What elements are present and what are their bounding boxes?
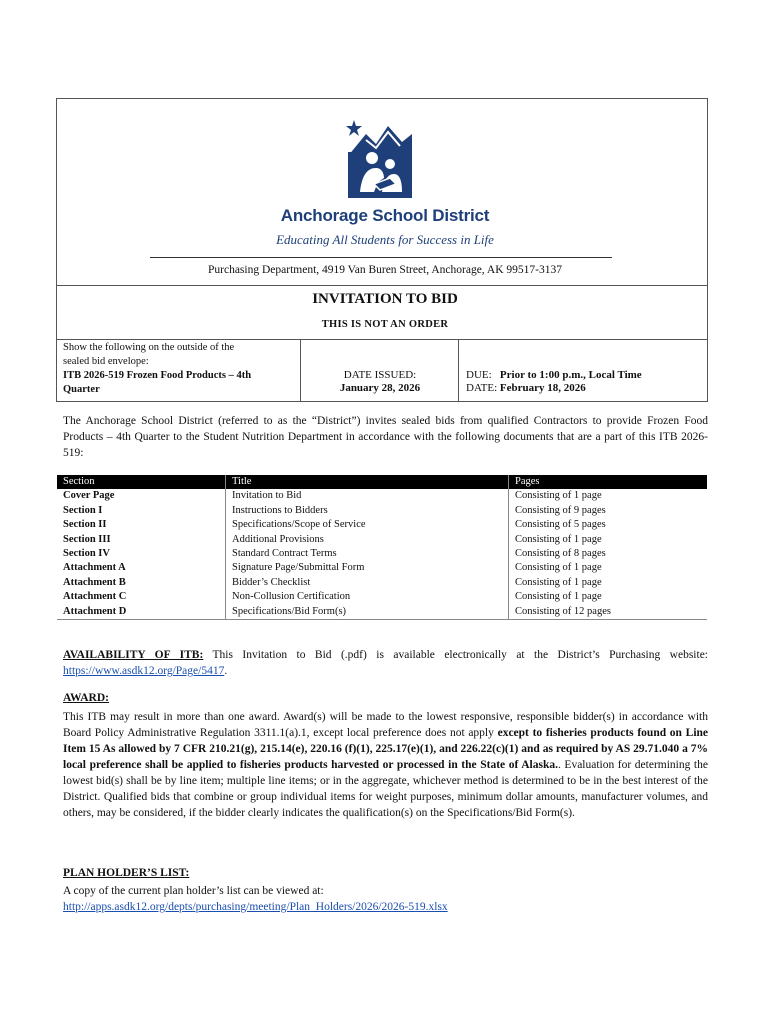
plan-holders-paragraph	[63, 883, 708, 915]
section-cell: Section III	[57, 533, 226, 547]
title-cell: Standard Contract Terms	[226, 547, 509, 561]
section-cell: Section IV	[57, 547, 226, 561]
award-heading: AWARD:	[63, 692, 109, 704]
divider	[57, 285, 707, 286]
column-header: Title	[226, 475, 509, 489]
due-time: Prior to 1:00 p.m., Local Time	[499, 369, 642, 381]
plan-holders-text: A copy of the current plan holder’s list can be viewed at:	[63, 885, 324, 897]
pages-cell: Consisting of 8 pages	[515, 548, 606, 560]
title-cell: Specifications/Scope of Service	[226, 518, 509, 532]
date-issued-label: DATE ISSUED:	[343, 369, 417, 381]
district-logo-icon	[344, 112, 416, 200]
due-date-label: DATE:	[466, 382, 498, 394]
plan-holders-heading: PLAN HOLDER’S LIST:	[63, 867, 190, 879]
pages-cell: Consisting of 12 pages	[515, 605, 611, 617]
plan-holders-link[interactable]: http://apps.asdk12.org/depts/purchasing/meeting/Plan_Holders/2026/2026-519.xlsx	[63, 901, 448, 913]
purchasing-website-link[interactable]: https://www.asdk12.org/Page/5417	[63, 665, 225, 677]
pages-cell: Consisting of 1 page	[515, 576, 602, 588]
column-header: Pages	[509, 475, 708, 489]
not-an-order-notice: THIS IS NOT AN ORDER	[321, 319, 449, 330]
table-row	[57, 504, 707, 518]
section-cell: Attachment C	[57, 590, 226, 604]
due-info	[466, 369, 706, 395]
title-cell: Instructions to Bidders	[226, 504, 509, 518]
availability-end: .	[224, 665, 228, 677]
envelope-instructions	[63, 341, 299, 397]
section-cell: Attachment D	[57, 605, 226, 620]
pages-cell: Consisting of 1 page	[515, 490, 602, 502]
award-paragraph	[63, 709, 708, 821]
pages-cell: Consisting of 5 pages	[515, 519, 606, 531]
divider	[57, 339, 707, 340]
itb-number: ITB 2026-519 Frozen Food Products – 4th	[63, 370, 252, 381]
title-cell: Bidder’s Checklist	[226, 576, 509, 590]
title-cell: Invitation to Bid	[226, 489, 509, 503]
availability-paragraph	[63, 647, 708, 679]
org-name: Anchorage School District	[280, 206, 490, 225]
section-cell: Attachment B	[57, 576, 226, 590]
availability-heading: AVAILABILITY OF ITB:	[63, 649, 204, 661]
table-row	[57, 561, 707, 575]
local-preference-clause: except to fisheries products found on Line Item 15 As allowed by 7 CFR 210.21(g), 215.14(e), 220.16 (f)(1), 225.17(e)(1), and 226.22(c)(1) and as required by AS 29.71.040 a 7% local preference shall be applied to fisheries products harvested or processed in the State of Alaska.	[63, 727, 709, 771]
availability-text: This Invitation to Bid (.pdf) is available electronically at the District’s Purchasing website:	[212, 649, 708, 661]
table-row	[57, 576, 707, 590]
award-text: This ITB may result in more than one award. Award(s) will be made to the lowest responsive, responsible bidder(s) in accordance with Board Policy Administrative Regulation 3311.1(a).1, except local preference does not apply	[63, 711, 708, 739]
section-cell: Attachment A	[57, 561, 226, 575]
title-cell: Additional Provisions	[226, 533, 509, 547]
table-row	[57, 590, 707, 604]
date-issued	[306, 369, 454, 395]
due-label: DUE:	[466, 369, 492, 381]
pages-cell: Consisting of 1 page	[515, 591, 602, 603]
section-cell: Cover Page	[57, 489, 226, 503]
due-date: February 18, 2026	[499, 382, 586, 394]
section-cell: Section I	[57, 504, 226, 518]
intro-paragraph: The Anchorage School District (referred to as the “District”) invites sealed bids from qualified Contractors to provide Frozen Food Products – 4th Quarter to the Student Nutrition Department in accordance with the following documents that are a part of this ITB 2026-519:	[63, 415, 708, 459]
section-cell: Section II	[57, 518, 226, 532]
department-address: Purchasing Department, 4919 Van Buren Street, Anchorage, AK 99517-3137	[208, 264, 562, 276]
divider	[150, 257, 612, 258]
table-row	[57, 489, 707, 503]
table-row	[57, 533, 707, 547]
divider	[458, 339, 459, 401]
award-text-cont: . Evaluation for determining the lowest bid(s) shall be by line item; multiple line items; or in the aggregate, whichever method is determined to be in the best interest of the District. Qualified bids that combine or group individual items for weight purposes, minimum dollar amounts, manufacturer volumes, and others, may be considered, if the bidder clearly indicates the qualification(s) on the Specifications/Bid Form(s).	[63, 759, 708, 819]
pages-cell: Consisting of 1 page	[515, 533, 602, 545]
sections-table	[57, 475, 707, 620]
title-cell: Non-Collusion Certification	[226, 590, 509, 604]
envelope-line: Show the following on the outside of the	[63, 342, 235, 353]
itb-number-cont: Quarter	[63, 384, 100, 395]
envelope-line: sealed bid envelope:	[63, 356, 149, 367]
title-cell: Specifications/Bid Form(s)	[226, 605, 509, 620]
title-cell: Signature Page/Submittal Form	[226, 561, 509, 575]
pages-cell: Consisting of 1 page	[515, 562, 602, 574]
column-header: Section	[57, 475, 226, 489]
table-row	[57, 547, 707, 561]
tagline: Educating All Students for Success in Life	[276, 232, 494, 247]
table-row	[57, 518, 707, 532]
date-issued-value: January 28, 2026	[339, 382, 421, 394]
document-title: INVITATION TO BID	[312, 291, 458, 307]
divider	[300, 339, 301, 401]
table-row	[57, 605, 707, 620]
pages-cell: Consisting of 9 pages	[515, 504, 606, 516]
